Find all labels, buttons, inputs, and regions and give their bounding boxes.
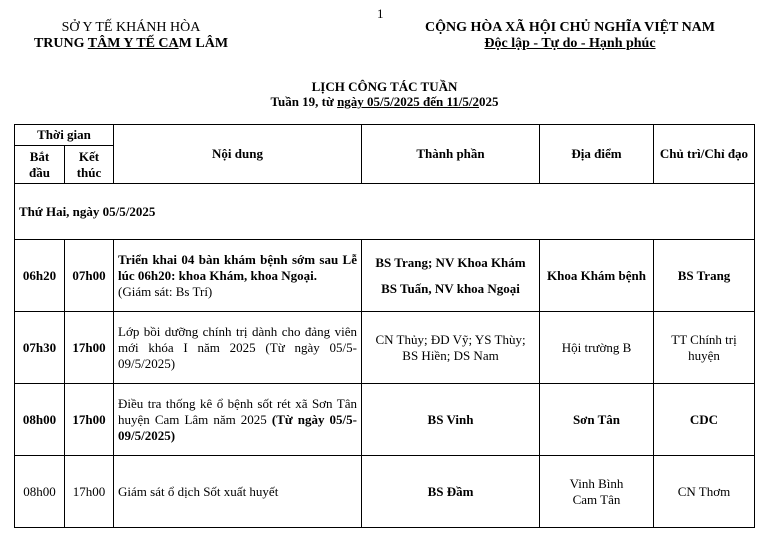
row-location: Hội trường B: [540, 312, 654, 384]
row-start: 07h30: [15, 312, 65, 384]
row-participants: BS Đầm: [362, 456, 540, 528]
row-start: 06h20: [15, 240, 65, 312]
row-content: Lớp bồi dưỡng chính trị dành cho đảng viên mới khóa I năm 2025 (Từ ngày 05/5-09/5/2025): [114, 312, 362, 384]
header-location: Địa điểm: [540, 125, 654, 184]
agency-header: [16, 20, 246, 52]
national-motto-text: Độc lập - Tự do - Hạnh phúc: [484, 36, 656, 51]
table-row: [15, 312, 755, 384]
header-lead: Chủ trì/Chỉ đạo: [654, 125, 755, 184]
row-participants-line: BS Trang; NV Khoa Khám: [375, 254, 526, 270]
row-content-bold: Triển khai 04 bàn khám bệnh sớm sau Lễ lúc 06h20: khoa Khám, khoa Ngoại.: [118, 251, 357, 283]
agency-name-pre: TRUNG: [33, 36, 88, 51]
row-content-note: (Giám sát: Bs Trí): [118, 283, 213, 299]
national-header: [400, 20, 740, 52]
title-week-underlined: ngày 05/5/2025 đến 11/5/2: [337, 94, 480, 109]
row-participants: CN Thủy; ĐD Vỹ; YS Thùy; BS Hiền; DS Nam: [362, 312, 540, 384]
row-end: 17h00: [65, 456, 114, 528]
agency-name-post: M LÂM: [178, 36, 229, 51]
row-content: Giám sát ổ dịch Sốt xuất huyết: [114, 456, 362, 528]
table-row: [15, 456, 755, 528]
row-end: 17h00: [65, 384, 114, 456]
row-location-line: Vinh Bình: [569, 475, 624, 491]
agency-parent: SỞ Y TẾ KHÁNH HÒA: [61, 20, 201, 35]
agency-name: [16, 36, 246, 52]
title-week: [0, 94, 769, 109]
page-number: 1: [377, 6, 384, 21]
table-row: [15, 240, 755, 312]
row-content-normal: Điều tra thống kê ổ bệnh sốt rét xã Sơn Tân huyện Cam Lâm năm 2025: [118, 395, 357, 427]
row-start: 08h00: [15, 456, 65, 528]
header-participants: Thành phần: [362, 125, 540, 184]
day-label: Thứ Hai, ngày 05/5/2025: [15, 184, 755, 240]
row-lead: TT Chính trị huyện: [654, 312, 755, 384]
agency-name-underlined: TÂM Y TẾ CA: [87, 36, 179, 51]
row-end: 17h00: [65, 312, 114, 384]
row-participants: BS Vinh: [362, 384, 540, 456]
document-title: [0, 79, 769, 109]
national-motto: [400, 36, 740, 52]
header-start: Bắt đầu: [15, 146, 65, 184]
national-title: CỘNG HÒA XÃ HỘI CHỦ NGHĨA VIỆT NAM: [424, 20, 715, 35]
row-location: Sơn Tân: [540, 384, 654, 456]
title-week-post: 025: [479, 94, 499, 109]
row-start: 08h00: [15, 384, 65, 456]
row-content: [114, 384, 362, 456]
row-lead: CDC: [654, 384, 755, 456]
row-end: 07h00: [65, 240, 114, 312]
row-content: [114, 240, 362, 312]
schedule-table: [14, 124, 755, 528]
day-row: [15, 184, 755, 240]
row-participants-line: BS Tuấn, NV khoa Ngoại: [381, 280, 520, 296]
title-main: LỊCH CÔNG TÁC TUẦN: [311, 79, 458, 94]
table-row: [15, 384, 755, 456]
row-location: [540, 456, 654, 528]
row-location: Khoa Khám bệnh: [540, 240, 654, 312]
row-participants: [362, 240, 540, 312]
row-lead: BS Trang: [654, 240, 755, 312]
header-content: Nội dung: [114, 125, 362, 184]
title-week-pre: Tuần 19, từ: [270, 94, 338, 109]
header-time: Thời gian: [15, 125, 114, 146]
row-location-line: Cam Tân: [572, 491, 621, 507]
row-lead: CN Thơm: [654, 456, 755, 528]
header-row: [15, 125, 755, 146]
row-content-bold: (Từ ngày 05/5-09/5/2025): [118, 411, 357, 443]
header-end: Kết thúc: [65, 146, 114, 184]
